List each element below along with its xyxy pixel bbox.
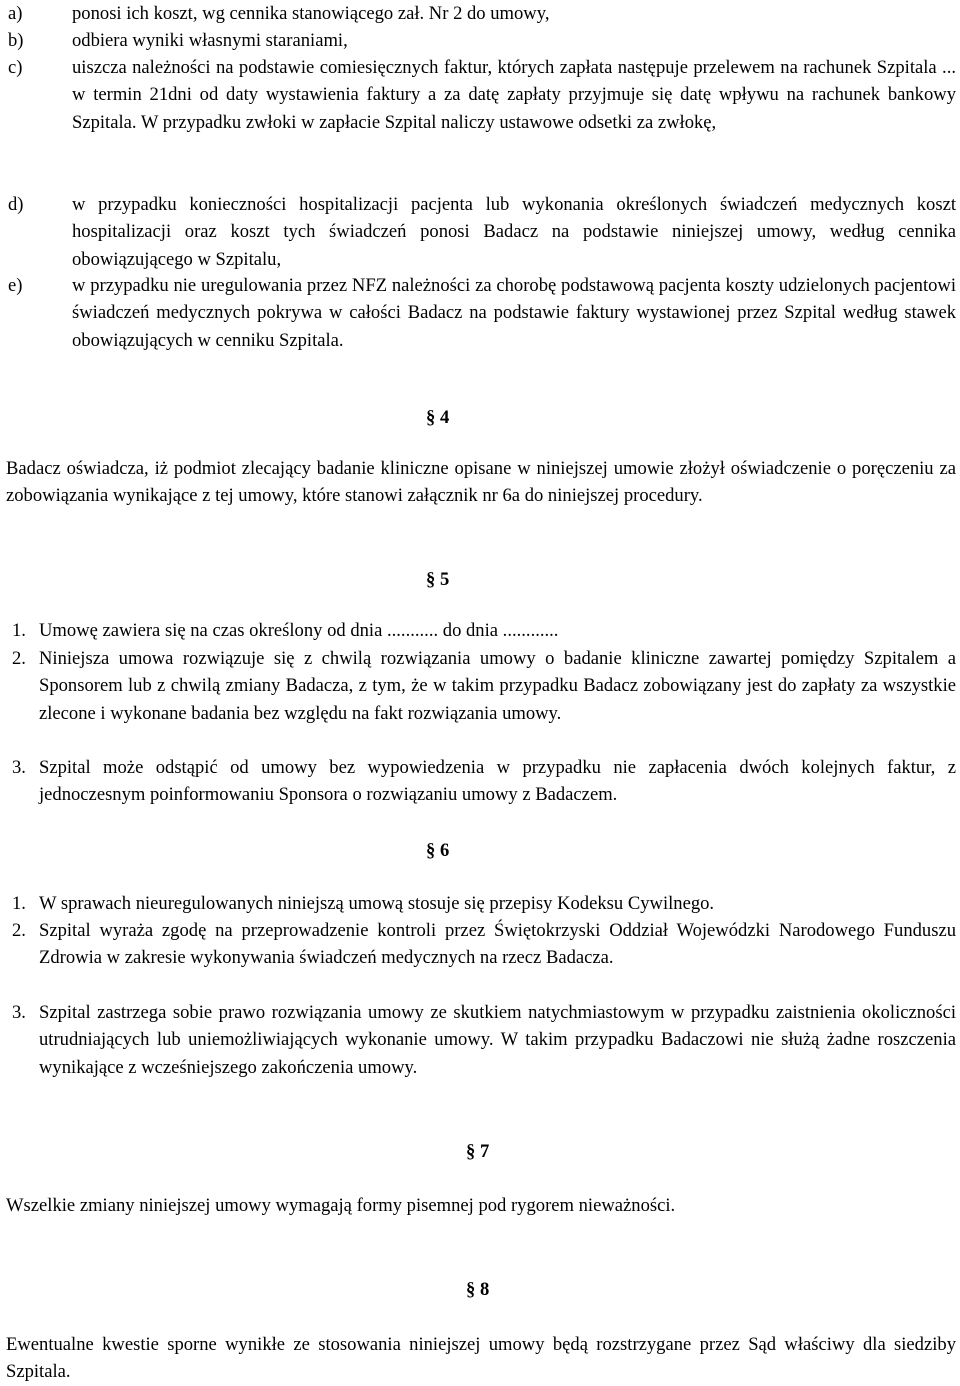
item-number: 1. (12, 620, 26, 641)
list-item-e (8, 272, 956, 354)
item-text: W sprawach nieuregulowanych niniejszą umową stosuje się przepisy Kodeksu Cywilnego. (39, 893, 715, 914)
section-8-paragraph: Ewentualne kwestie sporne wynikłe ze stosowania niniejszej umowy będą rozstrzygane przez Sąd właściwy dla siedziby Szpitala. (6, 1334, 956, 1383)
item-text: Szpital może odstąpić od umowy bez wypowiedzenia w przypadku nie zapłacenia dwóch kolejnych faktur, z jednoczesnym poinformowaniu Sponsora o rozwiązaniu umowy z Badaczem. (39, 757, 956, 806)
section-heading-4: § 4 (426, 407, 450, 428)
list-item-c (8, 54, 956, 136)
item-number: 3. (12, 757, 26, 778)
item-number: 1. (12, 893, 26, 914)
item-text: Niniejsza umowa rozwiązuje się z chwilą rozwiązania umowy o badanie kliniczne zawartej pomiędzy Szpitalem a Sponsorem lub z chwilą zmiany Badacza, z tym, że w takim przypadku Badacz zobowiązany jest do zapłaty za wszystkie zlecone i wykonane badania bez względu na fakt rozwiązania umowy. (39, 648, 956, 724)
list-label: e) (8, 275, 23, 296)
list-text: w przypadku konieczności hospitalizacji pacjenta lub wykonania określonych świadczeń medycznych koszt hospitalizacji oraz koszt tych świadczeń ponosi Badacz na podstawie niniejszej umowy, według cennika obowiązującego w Szpitalu, (72, 194, 956, 270)
item-number: 3. (12, 1002, 26, 1023)
section-5-item-1 (12, 617, 956, 644)
list-text: uiszcza należności na podstawie comiesięcznych faktur, których zapłata następuje przelewem na rachunek Szpitala ... w termin 21dni od daty wystawienia faktury a za datę zapłaty przyjmuje się datę wpływu na rachunek bankowy Szpitala. W przypadku zwłoki w zapłacie Szpital naliczy ustawowe odsetki za zwłokę, (72, 57, 956, 133)
list-label: b) (8, 30, 24, 51)
section-5-item-3 (12, 754, 956, 809)
section-heading-6: § 6 (426, 840, 450, 861)
list-label: a) (8, 3, 23, 24)
section-heading-8: § 8 (466, 1279, 490, 1300)
item-number: 2. (12, 648, 26, 669)
list-text: ponosi ich koszt, wg cennika stanowiącego zał. Nr 2 do umowy, (72, 3, 550, 24)
item-text: Szpital wyraża zgodę na przeprowadzenie kontroli przez Świętokrzyski Oddział Wojewódzki Narodowego Funduszu Zdrowia w zakresie wykonywania świadczeń medycznych na rzecz Badacza. (39, 920, 956, 969)
list-label: d) (8, 194, 24, 215)
item-text: Szpital zastrzega sobie prawo rozwiązania umowy ze skutkiem natychmiastowym w przypadku zaistnienia okoliczności utrudniających lub uniemożliwiających wykonanie umowy. W takim przypadku Badaczowi nie służą żadne roszczenia wynikające z wcześniejszego zakończenia umowy. (39, 1002, 956, 1078)
section-heading-7: § 7 (466, 1141, 490, 1162)
list-text: w przypadku nie uregulowania przez NFZ należności za chorobę podstawową pacjenta koszty udzielonych pacjentowi świadczeń medycznych pokrywa w całości Badacz na podstawie faktury wystawionej przez Szpital według stawek obowiązujących w cenniku Szpitala. (72, 275, 956, 351)
item-text: Umowę zawiera się na czas określony od dnia ........... do dnia ............ (39, 620, 559, 641)
section-4-paragraph: Badacz oświadcza, iż podmiot zlecający badanie kliniczne opisane w niniejszej umowie złożył oświadczenie o poręczeniu za zobowiązania wynikające z tej umowy, które stanowi załącznik nr 6a do niniejszej procedury. (6, 458, 956, 507)
item-number: 2. (12, 920, 26, 941)
section-7-paragraph: Wszelkie zmiany niniejszej umowy wymagają formy pisemnej pod rygorem nieważności. (6, 1195, 676, 1216)
section-6-item-3 (12, 999, 956, 1081)
section-heading-5: § 5 (426, 569, 450, 590)
list-label: c) (8, 57, 23, 78)
list-item-d (8, 191, 956, 273)
section-6-item-1 (12, 890, 956, 917)
list-item-a (8, 0, 956, 27)
section-5-item-2 (12, 645, 956, 727)
list-text: odbiera wyniki własnymi staraniami, (72, 30, 348, 51)
list-item-b (8, 27, 956, 54)
section-6-item-2 (12, 917, 956, 972)
